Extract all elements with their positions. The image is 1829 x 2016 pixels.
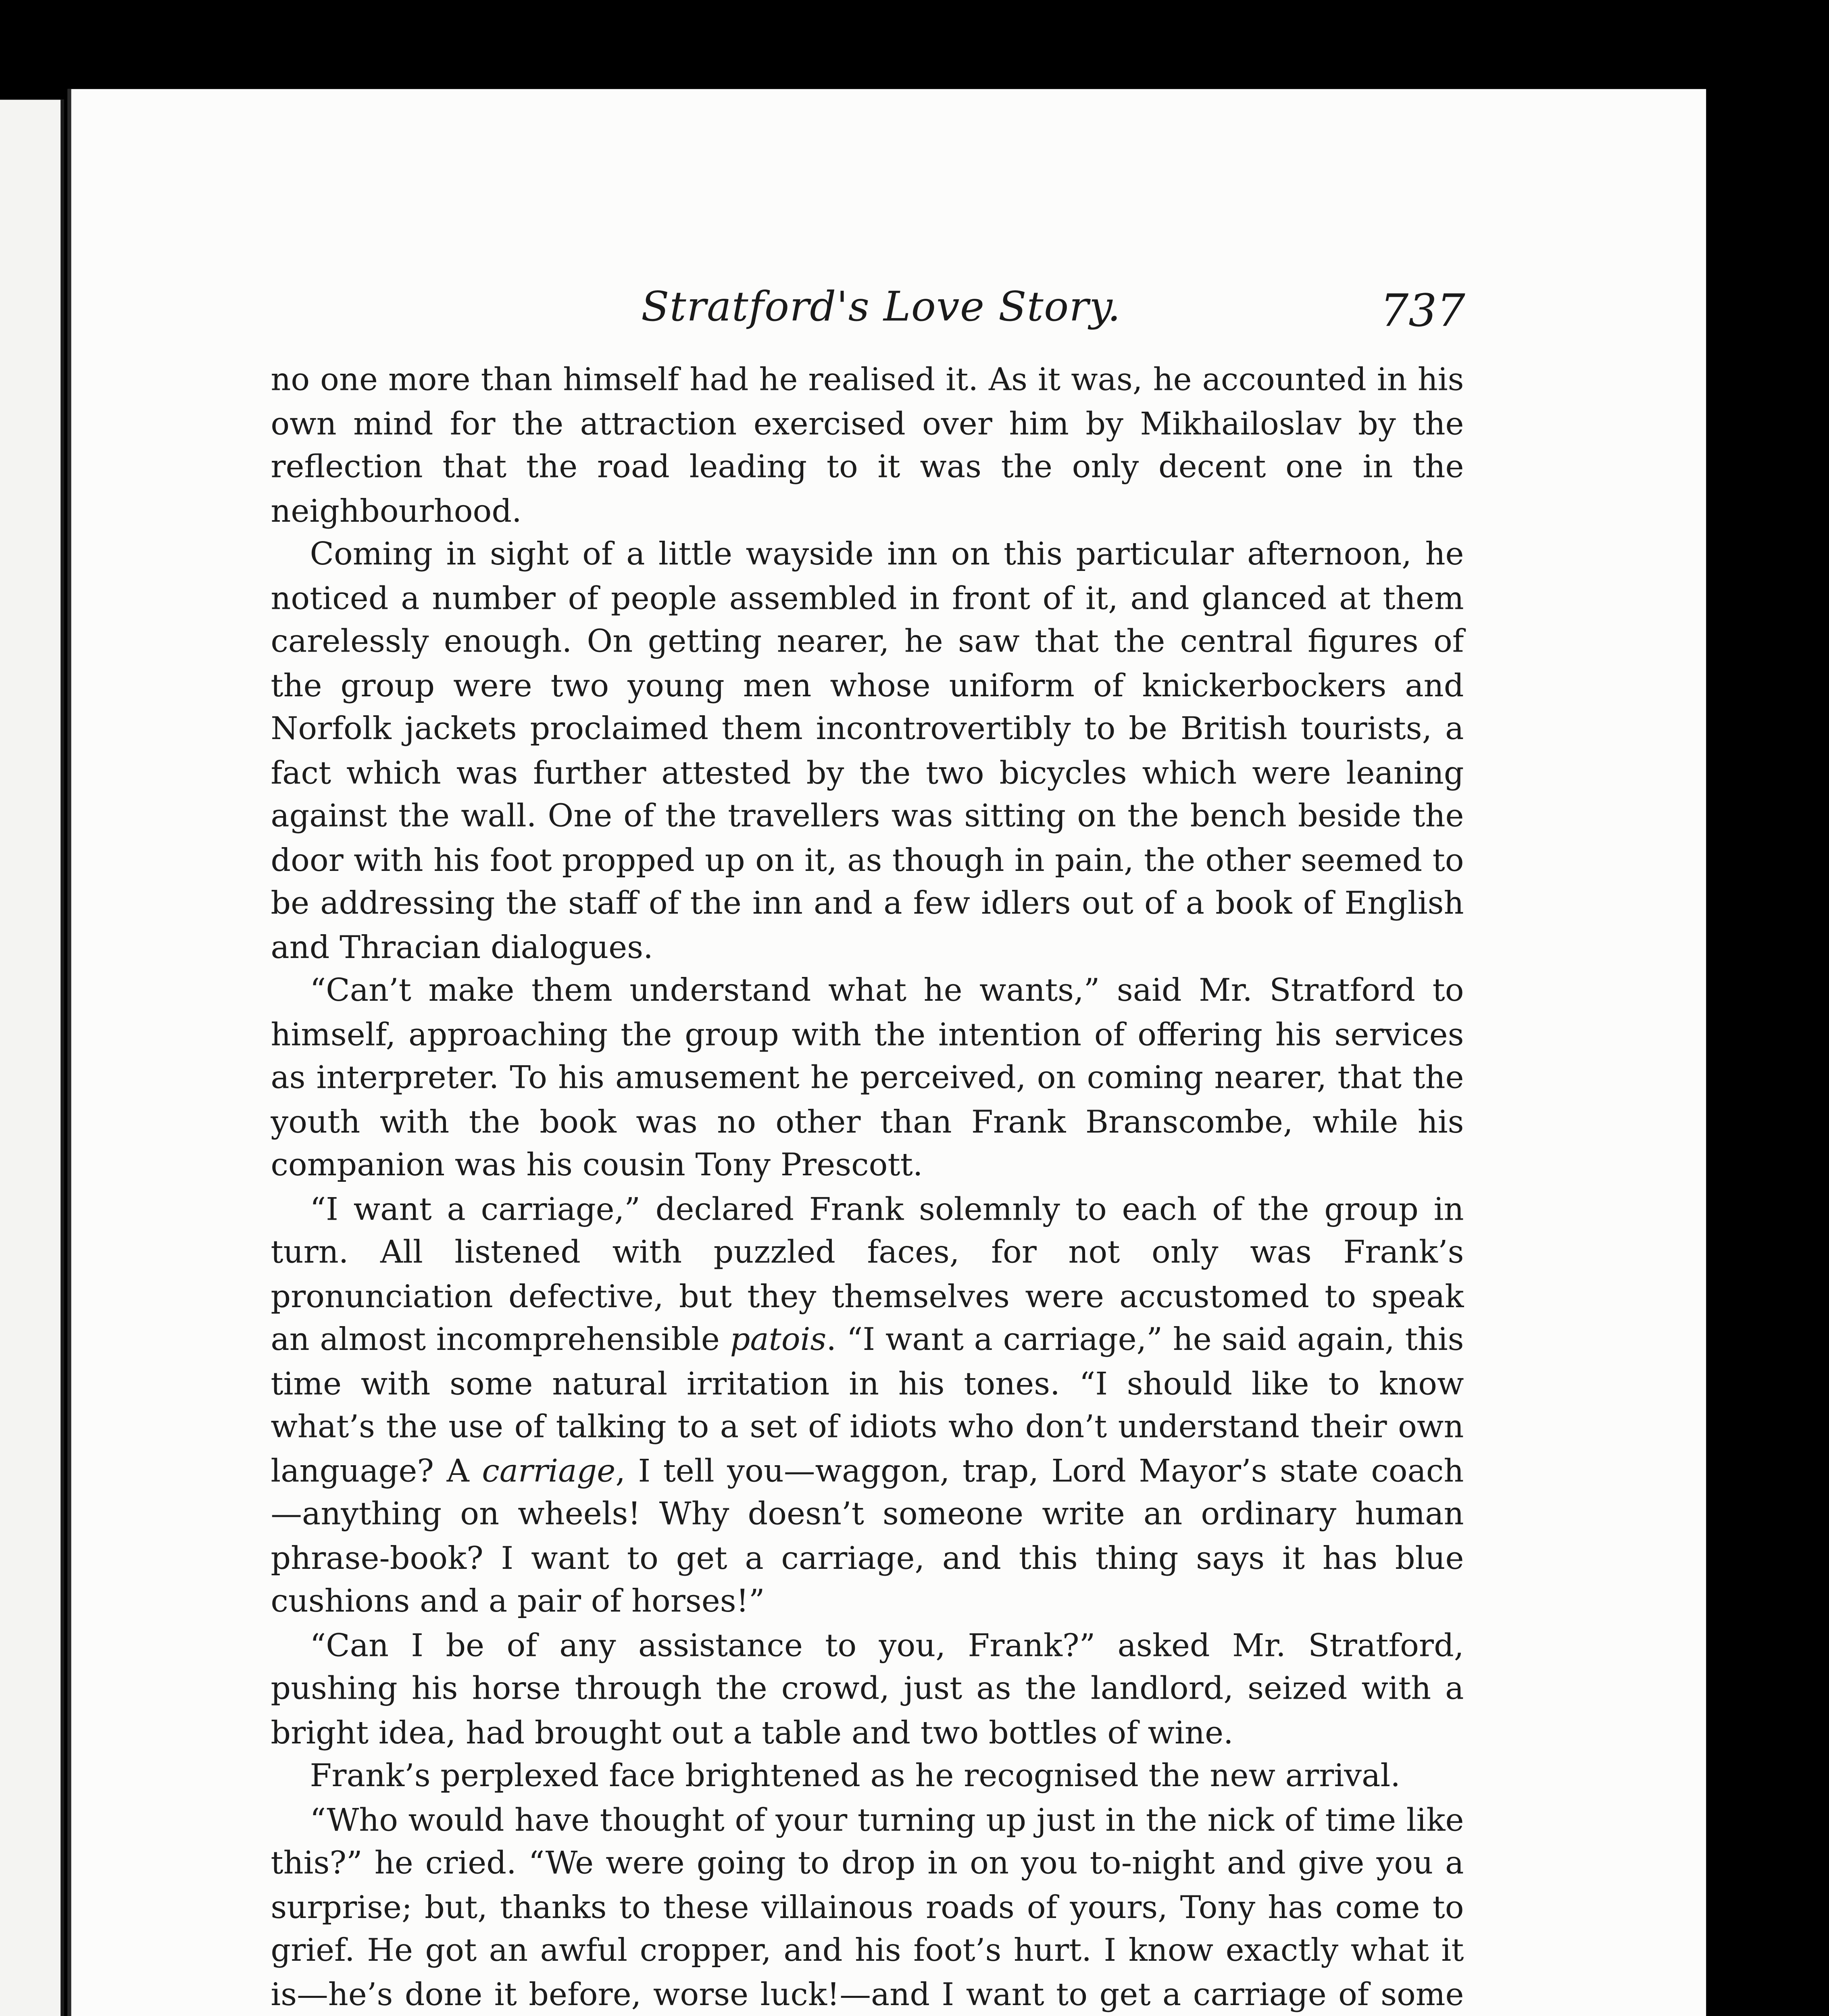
text-run: , I tell you—waggon, trap, Lord Mayor’s state coach—anything on wheels! Why doesn’t someone write an ordinary human phrase-book? I want to get a carriage, and this thing says it has blue cushions and a pair of horses!” xyxy=(271,1454,1464,1621)
running-title: Stratford's Love Story. xyxy=(641,285,1121,331)
previous-page-edge xyxy=(0,100,64,2016)
text-run: “Can I be of any assistance to you, Frank?” asked Mr. Stratford, pushing his horse through the crowd, just as the landlord, seized with a bright idea, had brought out a table and two bottles of wine. xyxy=(271,1629,1464,1752)
text-run: . “I want a carriage,” he said again, this time with some natural irritation in his tones. “I should like to know what’s the use of talking to a set of idiots who don’t understand their own language? A xyxy=(271,1323,1464,1490)
text-run: Frank’s perplexed face brightened as he recognised the new arrival. xyxy=(310,1759,1401,1795)
paragraph xyxy=(271,1189,1464,1625)
body-text xyxy=(271,360,1464,2016)
text-run: “Can’t make them understand what he wants,” said Mr. Stratford to himself, approaching the group with the intention of offering his services as interpreter. To his amusement he perceived, on coming nearer, that the youth with the book was no other than Frank Branscombe, while his companion was his cousin Tony Prescott. xyxy=(271,974,1464,1185)
italic-word: carriage xyxy=(482,1454,616,1490)
paragraph xyxy=(271,534,1464,971)
paragraph xyxy=(271,1799,1464,2016)
italic-word: patois xyxy=(730,1323,827,1359)
paragraph xyxy=(271,971,1464,1189)
page-header xyxy=(71,285,1706,349)
text-run: “Who would have thought of your turning up just in the nick of time like this?” he cried. “We were going to drop in on you to-night and give you a surprise; but, thanks to these villainous roads of yours, Tony has come to grief. He got an awful cropper, and his foot’s hurt. I know exactly what it is—he’s done it before, worse luck!—and I want to get a carriage of some xyxy=(271,1803,1464,2014)
page-number: 737 xyxy=(1380,285,1465,337)
text-run: no one more than himself had he realised it. As it was, he accounted in his own mind for the attraction exercised over him by Mikhailoslav by the reflection that the road leading to it was the only decent one in the neighbourhood. xyxy=(271,363,1464,530)
paragraph xyxy=(271,360,1464,534)
text-run: Coming in sight of a little wayside inn on this particular afternoon, he noticed a number of people assembled in front of it, and glanced at them carelessly enough. On getting nearer, he saw that the central figures of the group were two young men whose uniform of knickerbockers and Norfolk jackets proclaimed them incontrovertibly to be British tourists, a fact which was further attested by the two bicycles which were leaning against the wall. One of the travellers was sitting on the bench beside the door with his foot propped up on it, as though in pain, the other seemed to be addressing the staff of the inn and a few idlers out of a book of English and Thracian dialogues. xyxy=(271,537,1464,966)
text-run: “I want a carriage,” declared Frank solemnly to each of the group in turn. All listened with puzzled faces, for not only was Frank’s pronunciation defective, but they themselves were accustomed to speak an almost incomprehensible xyxy=(271,1192,1464,1359)
book-page xyxy=(68,89,1706,2016)
paragraph xyxy=(271,1625,1464,1756)
paragraph xyxy=(271,1756,1464,1799)
